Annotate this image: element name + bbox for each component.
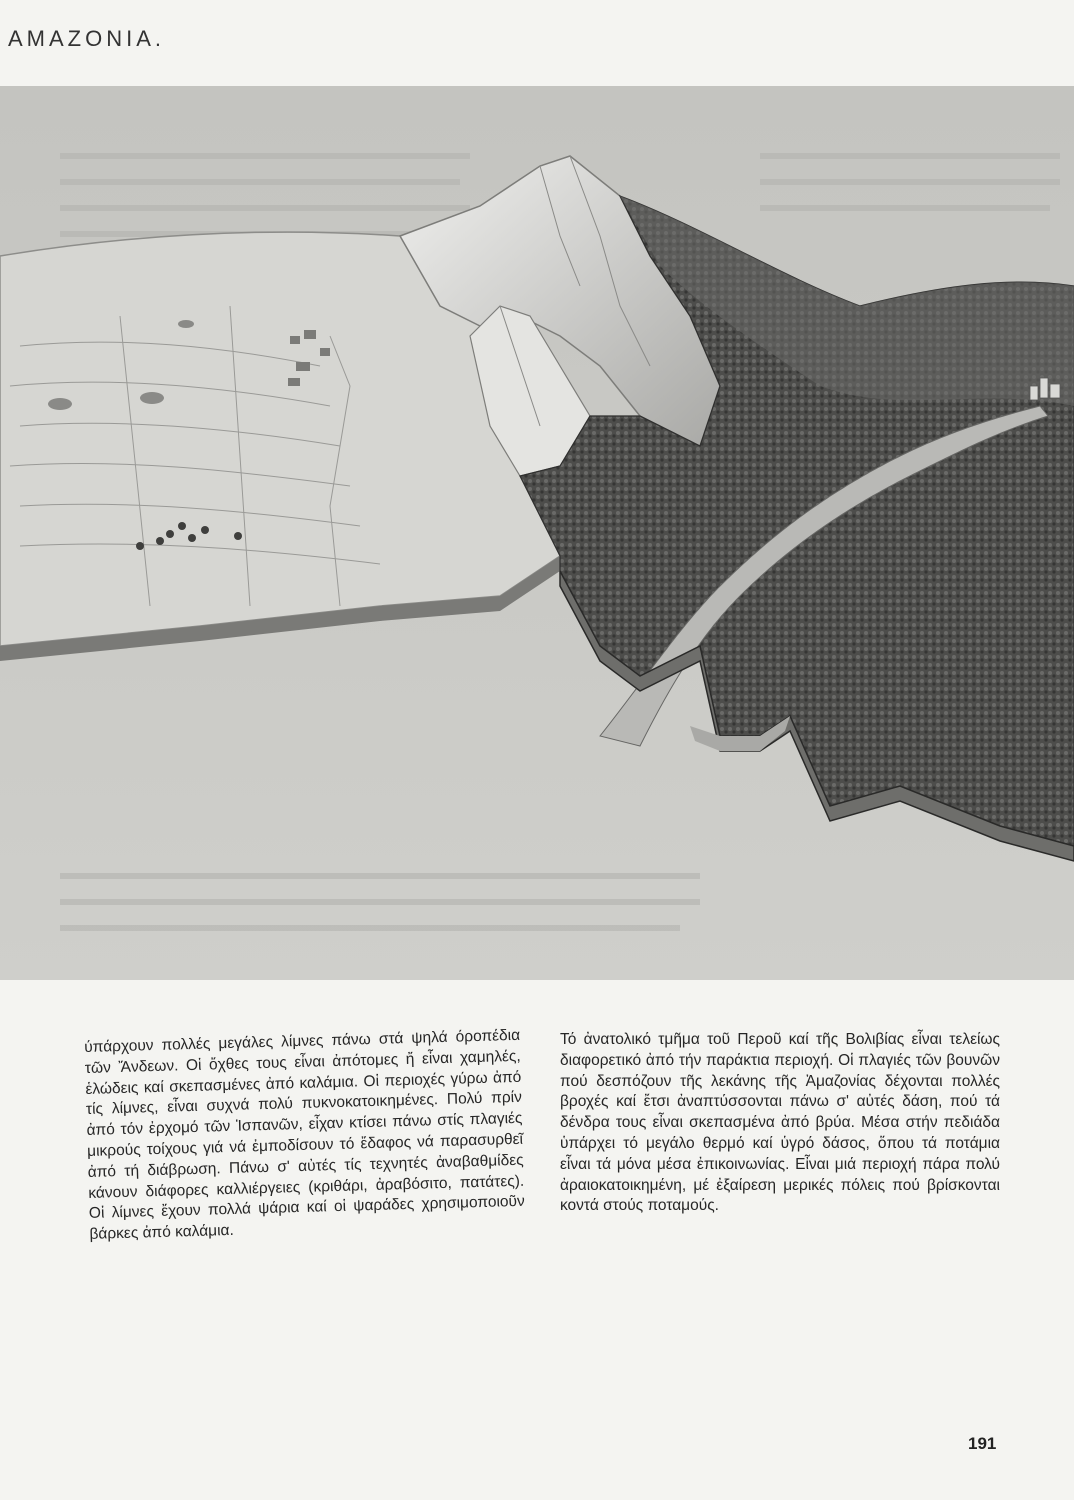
running-title: AMAZONIA. [8,26,166,51]
andes-amazonia-illustration [0,86,1074,980]
page-number: 191 [968,1434,997,1453]
body-text-left-column: ύπάρχουν πολλές μεγάλες λίμνες πάνω στά ψηλά όροπέδια τῶν Ἄνδεων. Οἱ ὄχθες τους εἶναι ἀπότομες ἤ εἶναι χαμηλές, ἑλώδεις καί σκεπασμένες ἀπό καλάμια. Οἱ περιοχές γύρω ἀπό τίς λίμνες, εἶναι συχνά πολύ πυκνοκατοικημένες. Πολύ πρίν ἀπό τόν ἐρχομό τῶν Ἱσπανῶν, εἶχαν κτίσει πάνω στίς πλαγιές μικρούς τοίχους γιά νά ἐμποδίσουν τό ἔδαφος νά παρασυρθεῖ ἀπό τή διάβρωση. Πάνω σ' αὐτές τίς τεχνητές ἀναβαθμίδες κάνουν διάφορες καλλιέργειες (κριθάρι, ἀραβόσιτο, πατάτες). Οἱ λίμνες ἔχουν πολλά ψάρια καί οἱ ψαράδες χρησιμοποιοῦν βάρκες ἀπό καλάμια. [84,1026,525,1244]
body-text-right-column: Τό ἀνατολικό τμῆμα τοῦ Περοῦ καί τῆς Βολιβίας εἶναι τελείως διαφορετικό ἀπό τήν παράκτια περιοχή. Οἱ πλαγιές τῶν βουνῶν πού δεσπόζουν τῆς λεκάνης τῆς Ἀμαζονίας δέχονται πολλές βροχές καί ἔτσι ἀναπτύσσονται πάνω σ' αὐτές δάση, πού τά δένδρα τους εἶναι σκεπασμένα ἀπό βρύα. Μέσα στήν πεδιάδα ὑπάρχει τό μεγάλο θερμό καί ὑγρό δάσος, ὅπου τά ποτάμια εἶναι τά μόνα μέσα ἐπικοινωνίας. Εἶναι μιά περιοχή πάρα πολύ ἀραιοκατοικημένη, μέ ἐξαίρεση μερικές πόλεις πού βρίσκονται κοντά στούς ποταμούς. [560,1031,1000,1215]
